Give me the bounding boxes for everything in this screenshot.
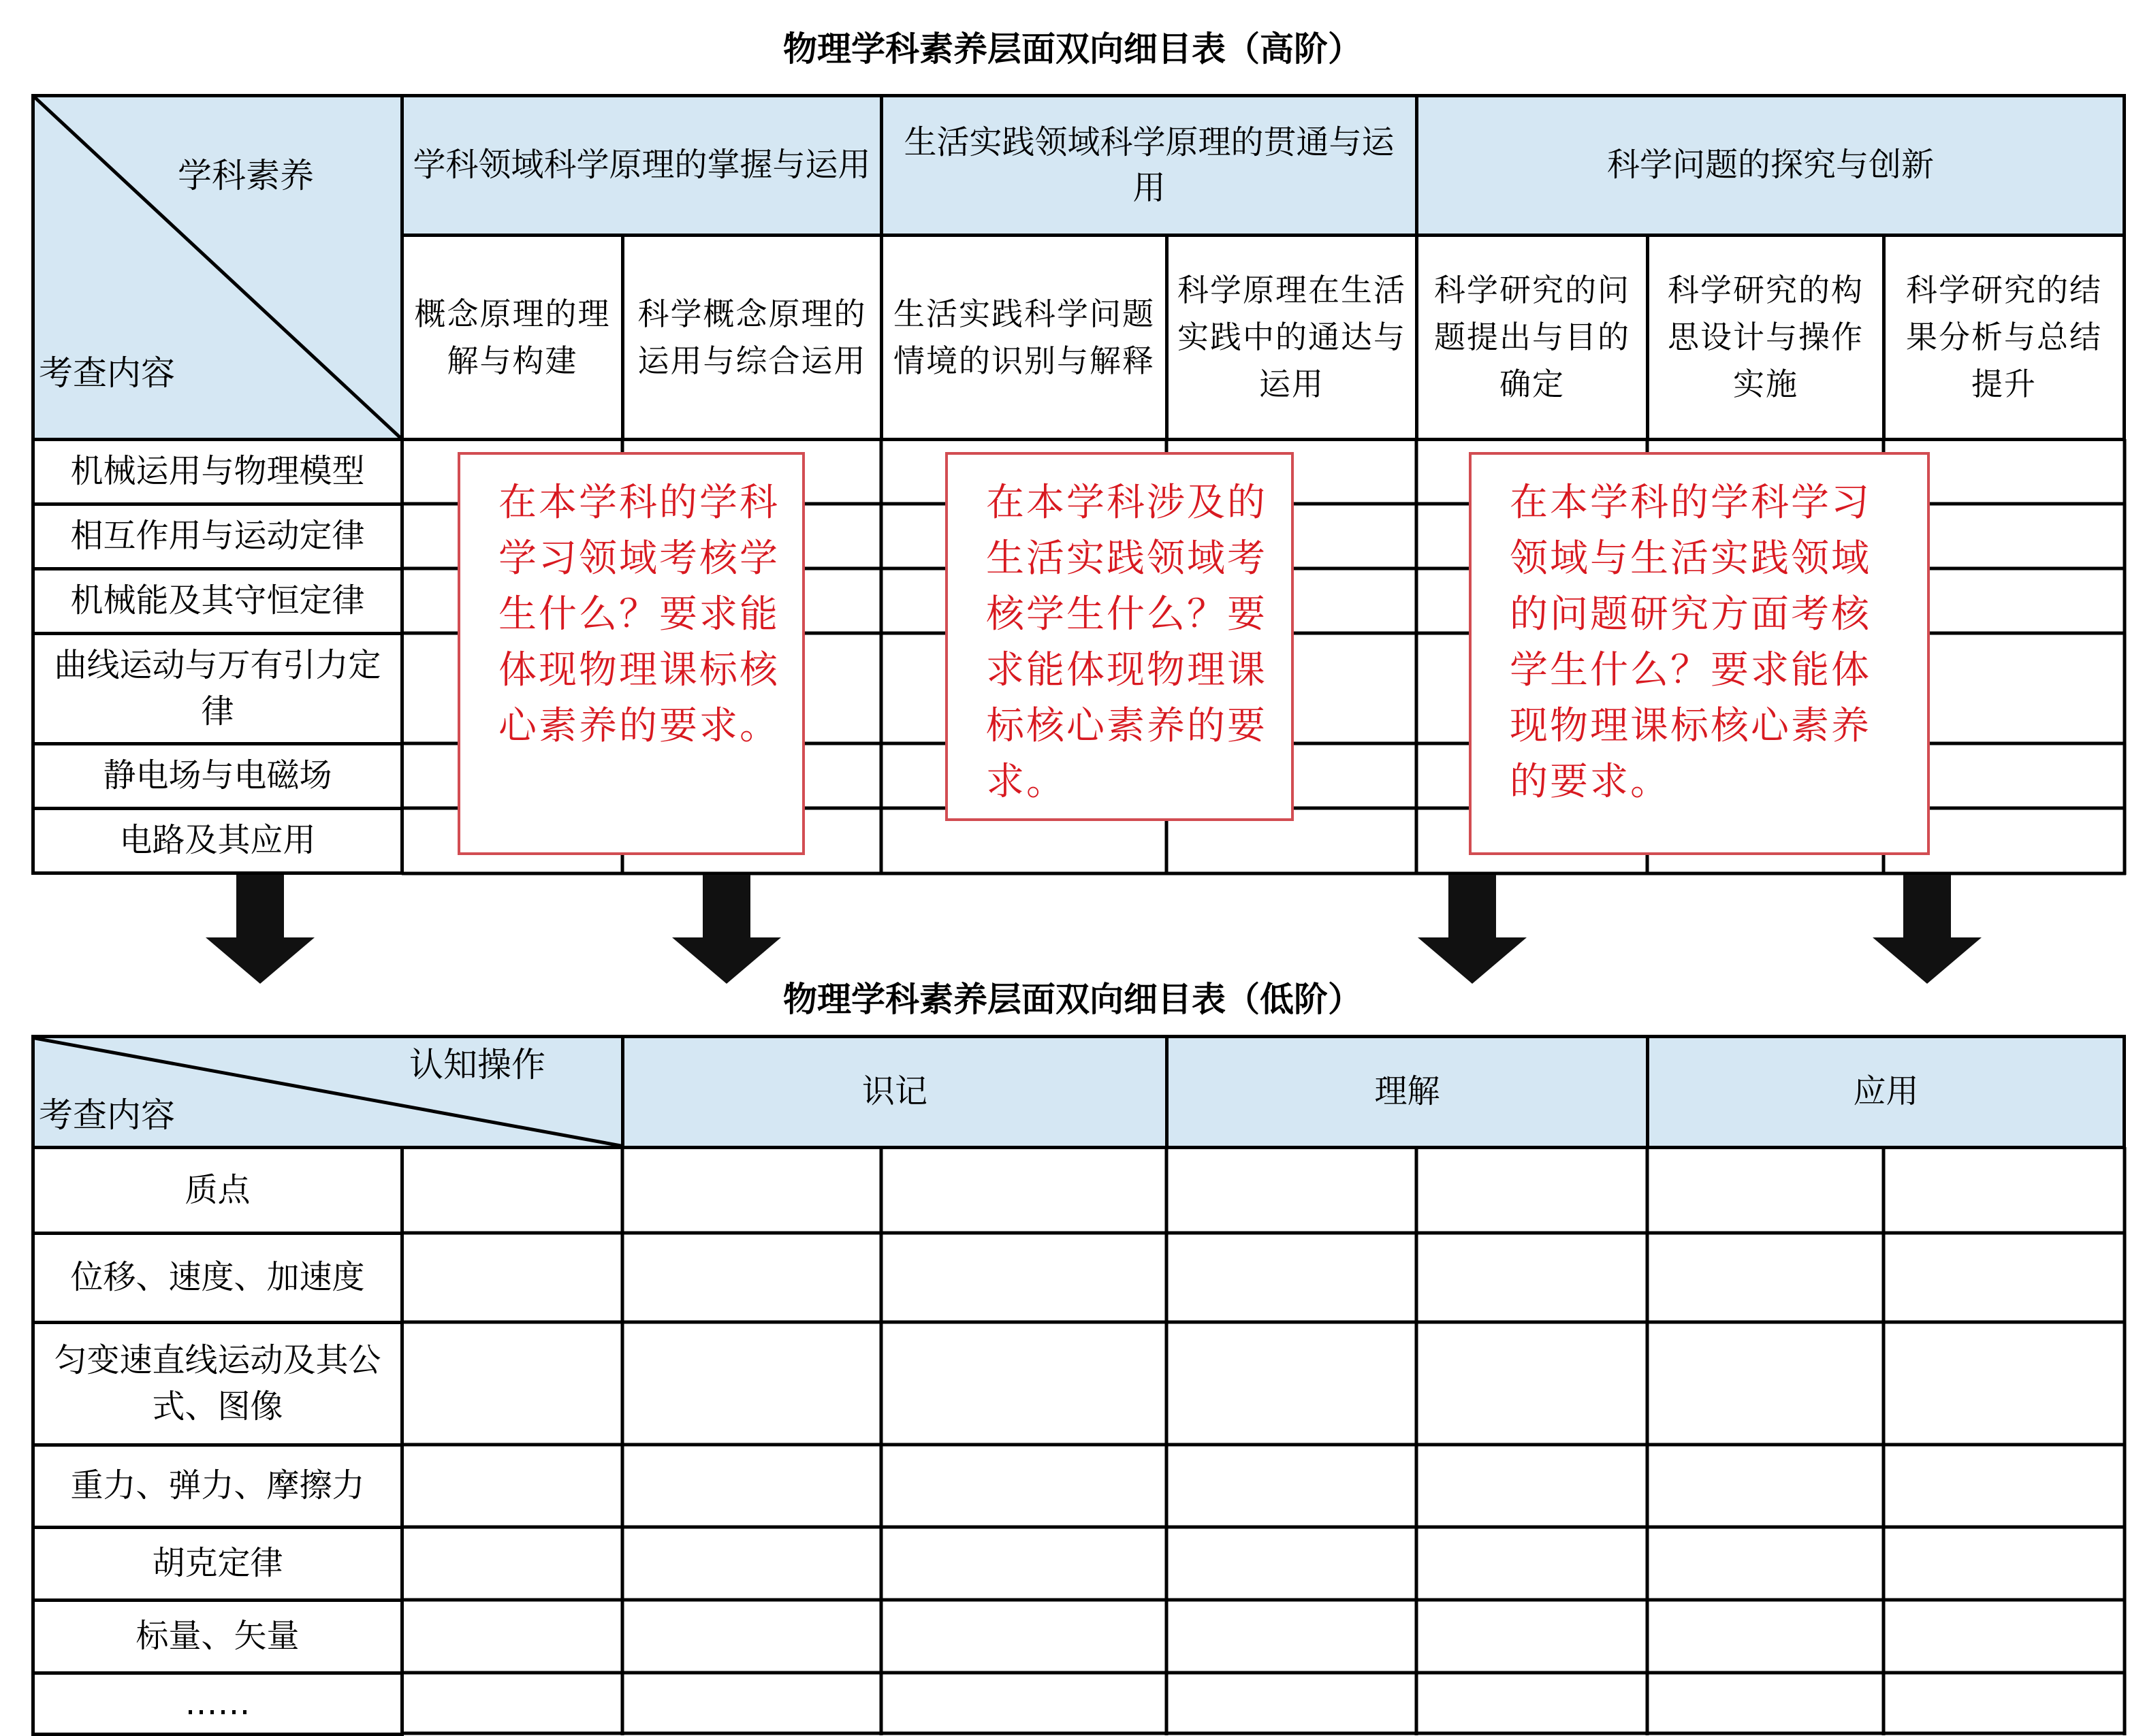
note-box-inquiry: 在本学科的学科学习领域与生活实践领域的问题研究方面考核学生什么？要求能体现物理课标核心素养的要求。 <box>1469 452 1930 855</box>
high-row-label-5: 静电场与电磁场 <box>31 742 404 810</box>
low-group-header-recall: 识记 <box>621 1035 1169 1149</box>
low-group-header-apply: 应用 <box>1646 1035 2126 1149</box>
high-corner-bottom-label: 考查内容 <box>39 353 175 393</box>
low-table-title: 物理学科素养层面双向细目表（低阶） <box>783 980 1362 1019</box>
low-row-label-5: 胡克定律 <box>31 1526 404 1602</box>
high-subcol-5: 科学研究的问题提出与目的确定 <box>1415 234 1649 441</box>
high-row-label-2: 相互作用与运动定律 <box>31 502 404 570</box>
low-row-label-3: 匀变速直线运动及其公式、图像 <box>31 1321 404 1447</box>
high-group-header-2: 生活实践领域科学原理的贯通与运用 <box>880 94 1418 237</box>
high-row-label-6: 电路及其应用 <box>31 807 404 875</box>
high-subcol-4: 科学原理在生活实践中的通达与运用 <box>1165 234 1418 441</box>
low-corner-bottom-label: 考查内容 <box>39 1095 175 1135</box>
note-box-discipline: 在本学科的学科学习领域考核学生什么？要求能体现物理课标核心素养的要求。 <box>458 452 805 855</box>
low-group-header-understand: 理解 <box>1165 1035 1649 1149</box>
high-group-header-3: 科学问题的探究与创新 <box>1415 94 2126 237</box>
high-group-header-1: 学科领域科学原理的掌握与运用 <box>400 94 883 237</box>
high-subcol-7: 科学研究的结果分析与总结提升 <box>1882 234 2126 441</box>
high-subcol-3: 生活实践科学问题情境的识别与解释 <box>880 234 1169 441</box>
low-row-label-7: …… <box>31 1671 404 1736</box>
low-row-label-6: 标量、矢量 <box>31 1598 404 1675</box>
low-corner-top-label: 认知操作 <box>409 1045 545 1084</box>
low-row-label-1: 质点 <box>31 1146 404 1235</box>
high-corner-top-label: 学科素养 <box>178 156 314 195</box>
low-row-label-2: 位移、速度、加速度 <box>31 1232 404 1324</box>
high-row-label-1: 机械运用与物理模型 <box>31 438 404 506</box>
high-subcol-6: 科学研究的构思设计与操作实施 <box>1646 234 1886 441</box>
high-row-label-3: 机械能及其守恒定律 <box>31 567 404 635</box>
high-table-title: 物理学科素养层面双向细目表（高阶） <box>783 29 1362 69</box>
high-subcol-1: 概念原理的理解与构建 <box>400 234 624 441</box>
low-row-label-4: 重力、弹力、摩擦力 <box>31 1443 404 1529</box>
note-box-life-practice: 在本学科涉及的生活实践领域考核学生什么？要求能体现物理课标核心素养的要求。 <box>945 452 1294 821</box>
high-row-label-4: 曲线运动与万有引力定律 <box>31 632 404 745</box>
high-subcol-2: 科学概念原理的运用与综合运用 <box>621 234 883 441</box>
